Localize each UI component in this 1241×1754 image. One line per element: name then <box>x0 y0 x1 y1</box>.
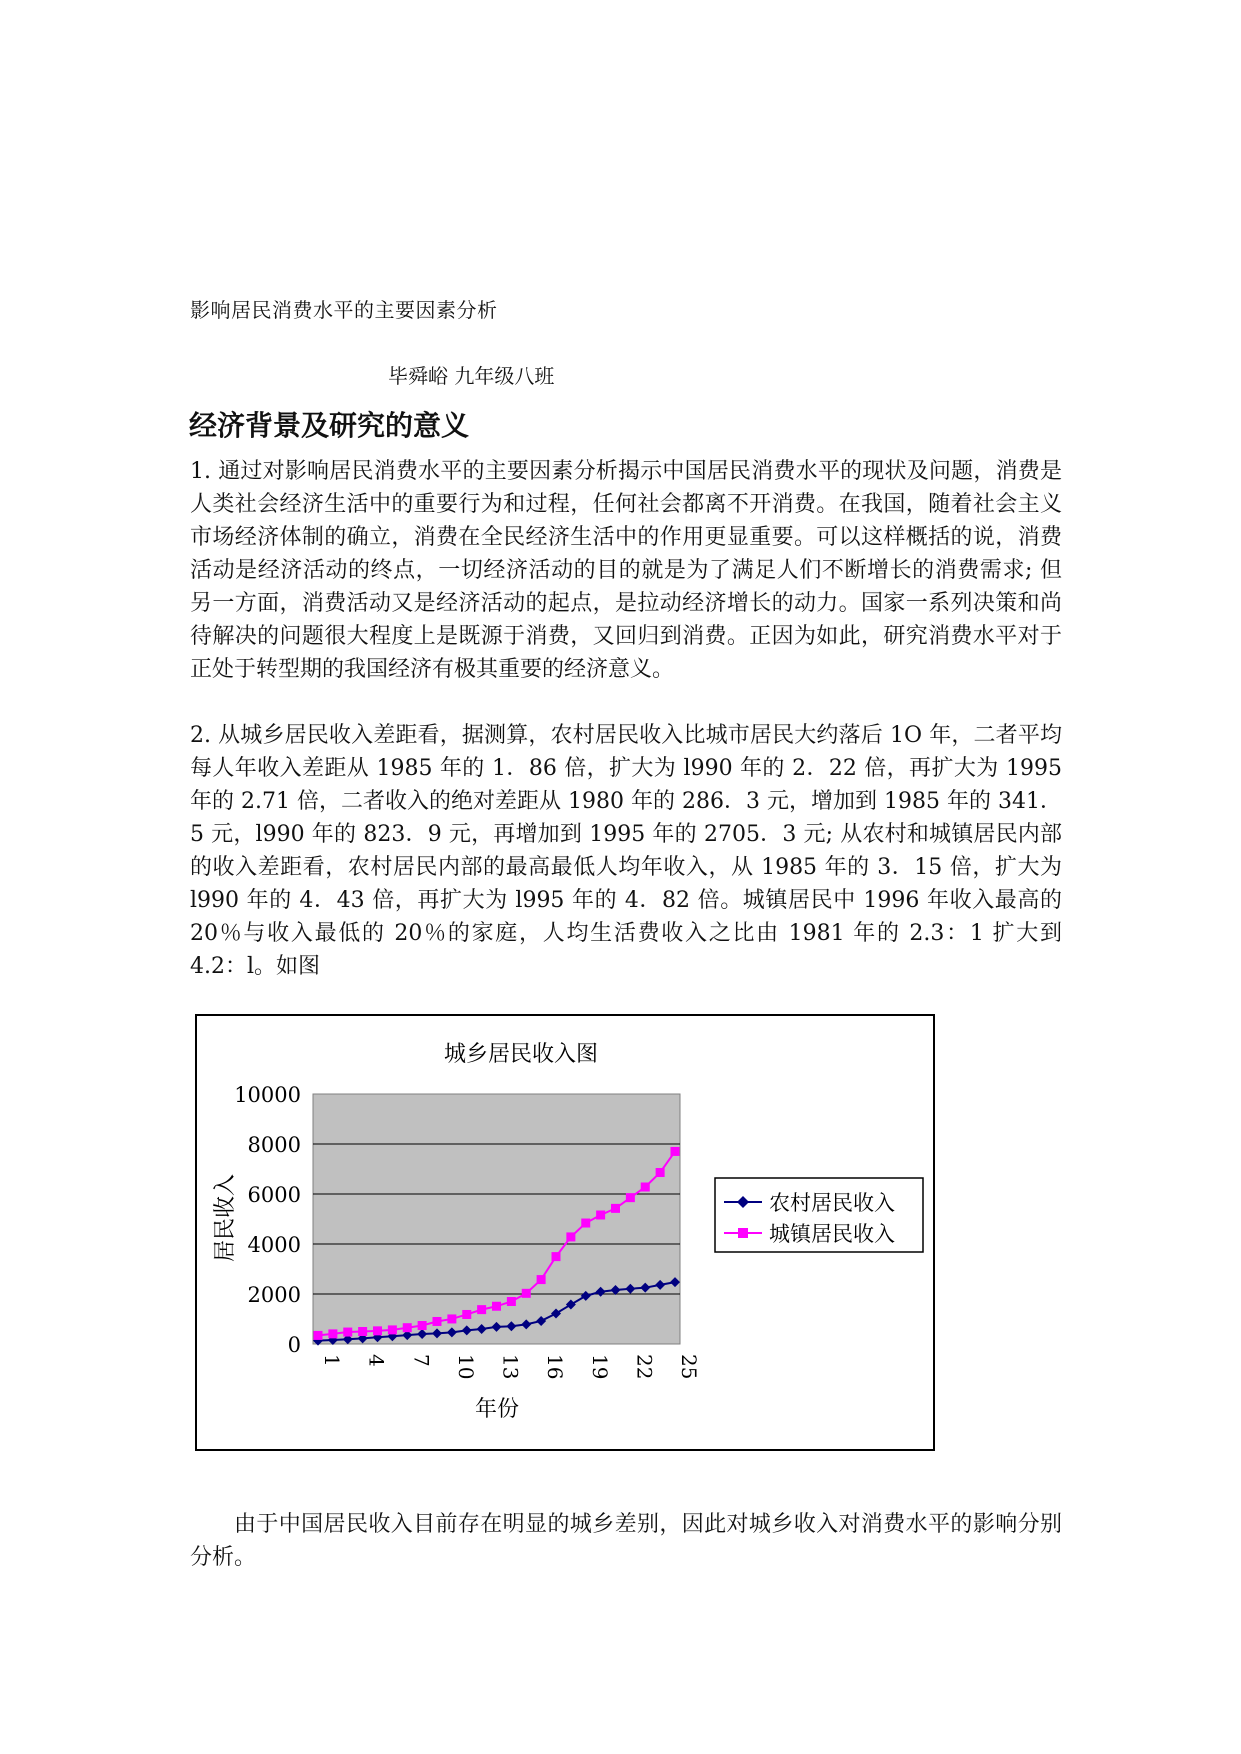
data-point <box>314 1331 323 1340</box>
chart-title: 城乡居民收入图 <box>443 1042 599 1067</box>
data-point <box>462 1310 471 1319</box>
y-tick-label: 2000 <box>247 1283 301 1307</box>
data-point <box>581 1219 590 1228</box>
y-tick-label: 10000 <box>234 1083 301 1107</box>
x-tick-label: 25 <box>677 1354 701 1380</box>
data-point <box>552 1252 561 1261</box>
x-tick-label: 22 <box>632 1354 657 1380</box>
y-tick-label: 0 <box>287 1333 301 1357</box>
data-point <box>373 1326 382 1335</box>
legend-urban-label: 城镇居民收入 <box>769 1222 895 1246</box>
x-tick-label: 16 <box>543 1354 568 1380</box>
x-axis-label: 年份 <box>474 1397 520 1422</box>
data-point <box>447 1314 456 1323</box>
x-tick-label: 7 <box>409 1354 434 1367</box>
data-point <box>492 1302 501 1311</box>
y-tick-label: 6000 <box>247 1183 301 1207</box>
section-heading: 经济背景及研究的意义 <box>189 409 470 442</box>
y-axis-label: 居民收入 <box>213 1173 238 1263</box>
data-point <box>433 1317 442 1326</box>
x-tick-label: 10 <box>453 1354 478 1380</box>
legend-rural-label: 农村居民收入 <box>769 1191 895 1215</box>
author-line: 毕舜峪 九年级八班 <box>388 364 555 388</box>
chart-svg <box>197 1016 933 1449</box>
data-point <box>641 1183 650 1192</box>
x-tick-label: 19 <box>587 1354 612 1380</box>
data-point <box>507 1297 516 1306</box>
legend-urban-marker <box>738 1228 748 1238</box>
x-tick-label: 4 <box>364 1354 389 1367</box>
paragraph-3: 由于中国居民收入目前存在明显的城乡差别，因此对城乡收入对消费水平的影响分别分析。 <box>190 1512 1062 1570</box>
data-point <box>403 1323 412 1332</box>
y-tick-label: 4000 <box>247 1233 301 1257</box>
data-point <box>477 1305 486 1314</box>
income-chart <box>195 1014 935 1451</box>
data-point <box>611 1204 620 1213</box>
paragraph-2: 2. 从城乡居民收入差距看，据测算，农村居民收入比城市居民大约落后 1O 年，二者平均每人年收入差距从 1985 年的 1．86 倍，扩大为 l990 年的 2．22 倍，再扩大为 1995 年的 2.71 倍，二者收入的绝对差距从 1980 年的 286．3 元，增加到 1985 年的 341．5 元，l990 年的 823．9 元，再增加到 1995 年的 2705．3 元; 从农村和城镇居民内部的收入差距看，农村居民内部的最高最低人均年收入，从 1985 年的 3．15 倍，扩大为 l990 年的 4．43 倍，再扩大为 l995 年的 4．82 倍。城镇居民中 1996 年收入最高的 20％与收入最低的 20％的家庭，人均生活费收入之比由 1981 年的 2.3：1 扩大到 4.2：l。如图 <box>190 723 1062 979</box>
paragraph-1: 1. 通过对影响居民消费水平的主要因素分析揭示中国居民消费水平的现状及问题，消费是人类社会经济生活中的重要行为和过程，任何社会都离不开消费。在我国，随着社会主义市场经济体制的确立，消费在全民经济生活中的作用更显重要。可以这样概括的说，消费活动是经济活动的终点，一切经济活动的目的就是为了满足人们不断增长的消费需求; 但另一方面，消费活动又是经济活动的起点，是拉动经济增长的动力。国家一系列决策和尚待解决的问题很大程度上是既源于消费，又回归到消费。正因为如此，研究消费水平对于正处于转型期的我国经济有极其重要的经济意义。 <box>190 459 1062 682</box>
data-point <box>388 1325 397 1334</box>
data-point <box>566 1232 575 1241</box>
data-point <box>537 1275 546 1284</box>
data-point <box>626 1193 635 1202</box>
data-point <box>328 1329 337 1338</box>
data-point <box>418 1321 427 1330</box>
y-axis-ticks <box>234 1083 301 1357</box>
data-point <box>656 1168 665 1177</box>
x-axis-ticks <box>320 1354 701 1379</box>
x-tick-label: 13 <box>498 1354 523 1380</box>
data-point <box>343 1328 352 1337</box>
x-tick-label: 1 <box>320 1354 344 1367</box>
chart-legend <box>715 1178 923 1252</box>
data-point <box>596 1211 605 1220</box>
data-point <box>522 1289 531 1298</box>
y-tick-label: 8000 <box>247 1133 301 1157</box>
data-point <box>358 1327 367 1336</box>
document-title: 影响居民消费水平的主要因素分析 <box>190 298 498 322</box>
data-point <box>671 1147 680 1156</box>
